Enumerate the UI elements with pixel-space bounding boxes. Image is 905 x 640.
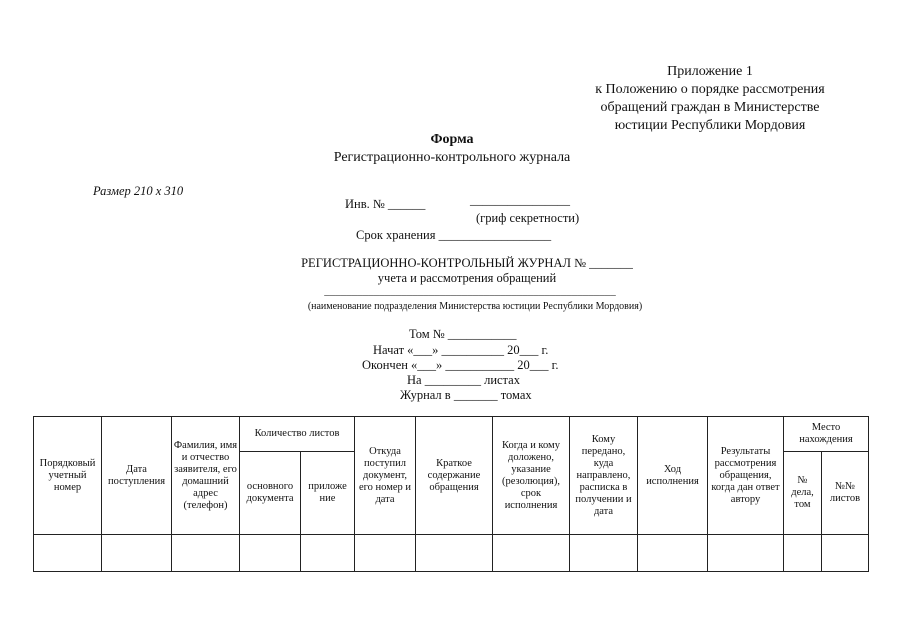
table-cell: [708, 535, 784, 572]
header-results: Результаты рассмотрения обращения, когда дан ответ автору: [708, 417, 784, 535]
header-sheets-main: основного документа: [240, 452, 301, 535]
header-date: Дата поступления: [102, 417, 172, 535]
header-sheets-appendix: приложе ние: [301, 452, 355, 535]
table-cell: [638, 535, 708, 572]
appendix-header: [560, 63, 860, 135]
department-label: (наименование подразделения Министерства юстиции Республики Мордовия): [307, 301, 643, 312]
table-cell: [493, 535, 570, 572]
table-cell: [784, 535, 822, 572]
volume-count: Журнал в _______ томах: [400, 388, 532, 402]
header-applicant: Фамилия, имя и отчество заявителя, его домашний адрес (телефон): [172, 417, 240, 535]
table-cell: [34, 535, 102, 572]
header-location-sheets: №№ листов: [822, 452, 869, 535]
table-cell: [172, 535, 240, 572]
ended-date: Окончен «___» ___________ 20___ г.: [362, 358, 559, 372]
header-transfer: Кому передано, куда направлено, расписка в получении и дата: [570, 417, 638, 535]
sheet-count: На _________ листах: [407, 373, 520, 387]
started-date: Начат «___» __________ 20___ г.: [373, 343, 549, 357]
inventory-label: Инв. №: [345, 197, 388, 211]
appendix-line-1: Приложение 1: [667, 64, 753, 79]
department-blank: _____________________________________________________: [324, 285, 616, 297]
header-sheets: Количество листов: [240, 417, 355, 452]
storage-label: Срок хранения: [356, 228, 439, 242]
table-cell: [355, 535, 416, 572]
table-cell: [102, 535, 172, 572]
header-location: Место нахождения: [784, 417, 869, 452]
header-summary: Краткое содержание обращения: [416, 417, 493, 535]
secrecy-label: (гриф секретности): [476, 211, 580, 225]
appendix-line-3: обращений граждан в Министерстве: [600, 100, 820, 115]
storage-blank: __________________: [438, 228, 552, 242]
header-instruction: Когда и кому доложено, указание (резолюция), срок исполнения: [493, 417, 570, 535]
table-cell: [240, 535, 301, 572]
journal-subtitle: учета и рассмотрения обращений: [377, 271, 557, 285]
header-progress: Ход исполнения: [638, 417, 708, 535]
journal-title: РЕГИСТРАЦИОННО-КОНТРОЛЬНЫЙ ЖУРНАЛ № _______: [301, 256, 633, 270]
table-header-row: [34, 417, 869, 452]
appendix-line-2: к Положению о порядке рассмотрения: [595, 82, 825, 97]
header-number: Порядковый учетный номер: [34, 417, 102, 535]
size-note: Размер 210 х 310: [93, 184, 184, 198]
header-location-case: № дела, том: [784, 452, 822, 535]
form-title: Форма: [430, 132, 474, 147]
appendix-line-4: юстиции Республики Мордовия: [614, 118, 806, 133]
inventory-number: [345, 197, 425, 212]
inventory-blank: ______: [387, 197, 426, 211]
journal-table: [33, 416, 869, 572]
table-cell: [570, 535, 638, 572]
form-subtitle: Регистрационно-контрольного журнала: [333, 150, 571, 165]
table-row: [34, 535, 869, 572]
storage-period: [356, 228, 551, 243]
table-cell: [301, 535, 355, 572]
volume-number: Том № ___________: [409, 327, 517, 341]
header-source: Откуда поступил документ, его номер и дата: [355, 417, 416, 535]
table-cell: [416, 535, 493, 572]
table-cell: [822, 535, 869, 572]
secrecy-blank: ________________: [470, 193, 570, 207]
